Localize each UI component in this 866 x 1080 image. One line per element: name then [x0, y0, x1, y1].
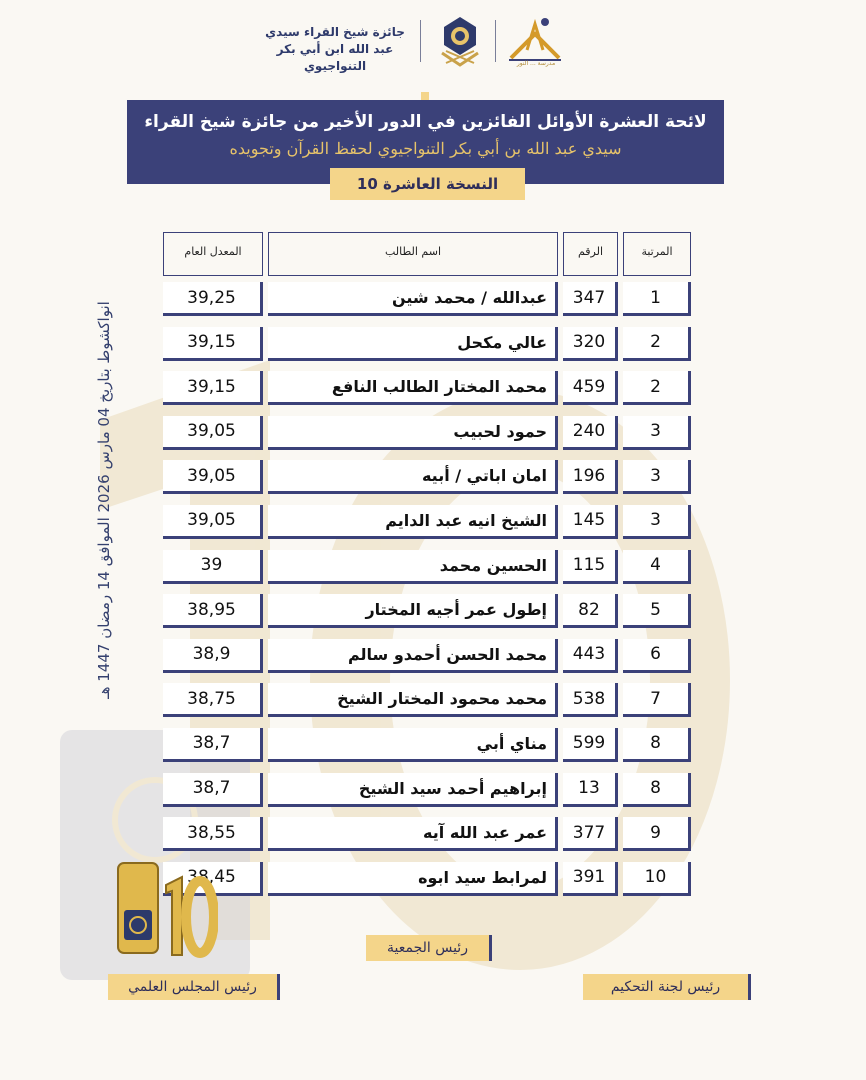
- table-row: [163, 321, 691, 366]
- header-name: اسم الطالب: [268, 232, 558, 276]
- signature-jury-head: رئيس لجنة التحكيم: [583, 974, 751, 1000]
- header-divider: [420, 20, 421, 62]
- average-cell: 38,55: [163, 817, 263, 851]
- table-body: [163, 276, 691, 900]
- table-row: [163, 276, 691, 321]
- table-row: [163, 856, 691, 901]
- number-cell: 459: [563, 371, 618, 405]
- number-cell: 196: [563, 460, 618, 494]
- average-cell: 39,05: [163, 505, 263, 539]
- title-line-1: لائحة العشرة الأوائل الفائزين في الدور الأخير من جائزة شيخ القراء: [144, 112, 707, 132]
- table-row: [163, 544, 691, 589]
- average-cell: 38,7: [163, 773, 263, 807]
- rank-cell: 1: [623, 282, 691, 316]
- page-header: [0, 8, 866, 88]
- table-row: [163, 811, 691, 856]
- average-cell: 39,15: [163, 371, 263, 405]
- table-row: [163, 454, 691, 499]
- header-average: المعدل العام: [163, 232, 263, 276]
- student-name-cell: حمود لحبيب: [268, 416, 558, 450]
- rank-cell: 3: [623, 416, 691, 450]
- student-name-cell: عالي مكحل: [268, 327, 558, 361]
- average-cell: 39,15: [163, 327, 263, 361]
- banner-tab: [421, 92, 429, 100]
- average-cell: 39,25: [163, 282, 263, 316]
- student-name-cell: إبراهيم أحمد سيد الشيخ: [268, 773, 558, 807]
- number-cell: 145: [563, 505, 618, 539]
- rank-cell: 10: [623, 862, 691, 896]
- average-cell: 39,05: [163, 416, 263, 450]
- student-name-cell: عمر عبد الله آيه: [268, 817, 558, 851]
- table-row: [163, 410, 691, 455]
- signature-scientific-council-head: رئيس المجلس العلمي: [108, 974, 280, 1000]
- tenth-edition-badge-icon: [112, 855, 218, 965]
- table-row: [163, 365, 691, 410]
- number-cell: 377: [563, 817, 618, 851]
- student-name-cell: امان اباتي / أبيه: [268, 460, 558, 494]
- signature-association-head: رئيس الجمعية: [366, 935, 492, 961]
- table-header: [163, 232, 691, 276]
- student-name-cell: مناي أبي: [268, 728, 558, 762]
- header-number: الرقم: [563, 232, 618, 276]
- student-name-cell: الحسين محمد: [268, 550, 558, 584]
- average-cell: 39: [163, 550, 263, 584]
- number-cell: 13: [563, 773, 618, 807]
- student-name-cell: عبدالله / محمد شين: [268, 282, 558, 316]
- number-cell: 538: [563, 683, 618, 717]
- average-cell: 38,45: [163, 862, 263, 896]
- table-row: [163, 767, 691, 812]
- rank-cell: 3: [623, 505, 691, 539]
- title-line-2: سيدي عبد الله بن أبي بكر التنواجيوي لحفظ القرآن وتجويده: [229, 139, 622, 158]
- student-name-cell: محمد الحسن أحمدو سالم: [268, 639, 558, 673]
- table-row: [163, 588, 691, 633]
- rank-cell: 3: [623, 460, 691, 494]
- edition-label: النسخة العاشرة 10: [330, 168, 525, 200]
- average-cell: 39,05: [163, 460, 263, 494]
- average-cell: 38,75: [163, 683, 263, 717]
- number-cell: 347: [563, 282, 618, 316]
- rank-cell: 9: [623, 817, 691, 851]
- student-name-cell: محمد المختار الطالب النافع: [268, 371, 558, 405]
- number-cell: 599: [563, 728, 618, 762]
- results-table: [163, 232, 691, 900]
- number-cell: 82: [563, 594, 618, 628]
- student-name-cell: إطول عمر أجيه المختار: [268, 594, 558, 628]
- number-cell: 391: [563, 862, 618, 896]
- school-logo-icon: [505, 14, 565, 66]
- student-name-cell: الشيخ انيه عبد الدايم: [268, 505, 558, 539]
- table-row: [163, 722, 691, 767]
- average-cell: 38,9: [163, 639, 263, 673]
- rank-cell: 7: [623, 683, 691, 717]
- average-cell: 38,7: [163, 728, 263, 762]
- rank-cell: 8: [623, 773, 691, 807]
- rank-cell: 4: [623, 550, 691, 584]
- student-name-cell: لمرابط سيد ابوه: [268, 862, 558, 896]
- number-cell: 443: [563, 639, 618, 673]
- header-rank: المرتبة: [623, 232, 691, 276]
- number-cell: 115: [563, 550, 618, 584]
- number-cell: 240: [563, 416, 618, 450]
- average-cell: 38,95: [163, 594, 263, 628]
- date-line: انواكشوط بتاريخ 04 مارس 2026 الموافق 14 رمضان 1447 هـ: [95, 301, 113, 699]
- quran-award-logo-icon: [432, 13, 488, 69]
- table-row: [163, 633, 691, 678]
- rank-cell: 5: [623, 594, 691, 628]
- rank-cell: 2: [623, 327, 691, 361]
- rank-cell: 6: [623, 639, 691, 673]
- number-cell: 320: [563, 327, 618, 361]
- rank-cell: 2: [623, 371, 691, 405]
- rank-cell: 8: [623, 728, 691, 762]
- school-logo-caption: مدرسة ... النور: [516, 60, 556, 67]
- table-row: [163, 499, 691, 544]
- header-divider: [495, 20, 496, 62]
- student-name-cell: محمد محمود المختار الشيخ: [268, 683, 558, 717]
- org-name: جائزة شيخ القراء سيدي عبد الله ابن أبي بكر التنواجيوي: [265, 25, 405, 73]
- table-row: [163, 677, 691, 722]
